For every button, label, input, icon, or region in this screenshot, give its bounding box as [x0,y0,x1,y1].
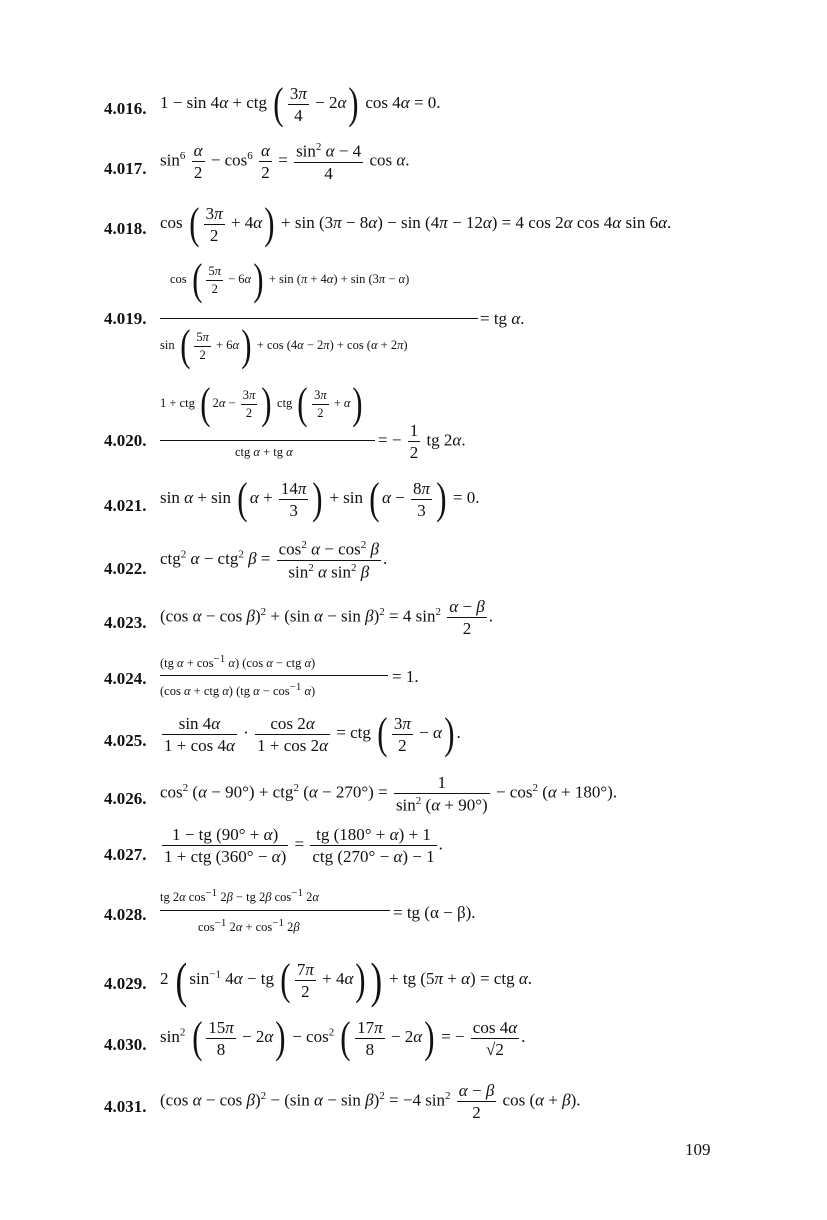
problem-number: 4.026. [104,789,147,808]
fraction-denominator: $\cos^{-1} 2\alpha + \cos^{-1} 2\beta$ [198,917,300,935]
fraction-denominator: sin ( $\frac{5\pi}{2}$ + 6α) + cos (4α − 2π) + cos (α + 2π) [160,321,408,370]
problem-equation: ctg$^2$ α − ctg$^2$ β = $\frac{\cos^2 \alpha - \cos^2 \beta}{\sin^2 \alpha \sin^2 \beta}$ . [160,539,388,582]
problem-equation: $\frac{\sin 4\alpha}{1 + \cos 4\alpha}$ · $\frac{\cos 2\alpha}{1 + \cos 2\alpha}$ = ctg ( $\frac{3\pi}{2}$ − α) . [164,709,461,758]
problem-equation: cos ( $\frac{3\pi}{2}$ + 4α) + sin (3π − 8α) − sin (4π − 12α) = 4 cos 2α cos 4α sin 6α. [160,199,672,248]
fraction-denominator: ctg α + tg α [235,445,293,459]
problem-number: 4.019. [104,309,147,328]
fraction-bar [160,910,390,911]
problem-equation: (cos α − cos β)$^2$ − (sin α − sin β)$^2$ = −4 $\sin^2$ $\frac{\alpha - \beta}{2}$ cos (α + β). [160,1081,581,1122]
problem-number: 4.021. [104,496,147,515]
fraction-numerator: cos ( $\frac{5\pi}{2}$ − 6α) + sin (π + 4α) + sin (3π − α) [170,255,410,304]
problem-equation: sin α + sin ( α + $\frac{14\pi}{3}$ ) + sin ( α − $\frac{8\pi}{3}$ ) = 0. [160,474,480,523]
problem-number: 4.023. [104,613,147,632]
page-number: 109 [685,1140,711,1159]
problem-number: 4.022. [104,559,147,578]
problem-number: 4.029. [104,974,147,993]
fraction-numerator: (tg $\alpha + \cos^{-1} \alpha$) (cos α − ctg α) [160,653,316,671]
problem-number: 4.028. [104,905,147,924]
fraction-bar [160,440,375,441]
fraction-rhs: = − $\frac{1}{2}$ tg 2α. [378,421,466,462]
problem-number: 4.030. [104,1035,147,1054]
problem-equation: $\sin^2$ ( $\frac{15\pi}{8}$ − $2\alpha) - \cos^2$ ( $\frac{17\pi}{8}$ − 2α) = − $\frac{\cos 4\alpha}{√2}$ . [160,1013,526,1062]
fraction-bar [160,318,478,319]
problem-equation: (cos α − cos β)$^2$ + (sin α − sin β)$^2$ = 4 $\sin^2$ $\frac{\alpha - \beta}{2}$ . [160,597,493,638]
problem-equation: $\cos^2 (\alpha - 90^\circ) + ctg^2$ (α − 270°) = $\frac{1}{\sin^2 (\alpha + 90^\circ)}$ − $\cos^2 (\alpha + 180^\circ)$. [160,773,618,815]
problem-number: 4.027. [104,845,147,864]
problem-number: 4.024. [104,669,147,688]
problem-number: 4.016. [104,99,147,118]
fraction-numerator: tg 2α $\cos^{-1} 2\beta$ − tg 2β $\cos^{-1} 2\alpha$ [160,887,319,905]
problem-equation: 2 ( $\sin^{-1} 4\alpha$ − tg ( $\frac{7\pi}{2}$ + 4α)) + tg (5π + α) = ctg α. [160,952,533,1008]
fraction-rhs: = 1. [392,667,419,686]
problem-number: 4.018. [104,219,147,238]
problem-number: 4.025. [104,731,147,750]
fraction-denominator: (cos α + ctg α) (tg $\alpha - \cos^{-1} \alpha$) [160,681,316,699]
problem-number: 4.031. [104,1097,147,1116]
problem-equation: $\sin^6$ $\frac{\alpha}{2}$ − $\cos^6$ $\frac{\alpha}{2}$ = $\frac{\sin^2 \alpha - 4}{4}$ cos α. [160,141,410,183]
problem-number: 4.017. [104,159,147,178]
fraction-rhs: = tg α. [480,309,525,328]
problem-number: 4.020. [104,431,147,450]
problem-equation: 1 − tg (90° + α) 1 + ctg (360° − α) = tg (180° + α) + 1 ctg (270° − α) − 1 . [164,825,443,866]
fraction-bar [160,675,388,676]
fraction-rhs: = tg (α − β). [393,903,476,922]
fraction-numerator: 1 + ctg ( 2α − $\frac{3\pi}{2}$ ) ctg ( $\frac{3\pi}{2}$ + α) [160,379,363,428]
problem-equation: 1 − sin 4α + ctg ( $\frac{3\pi}{4}$ − 2α) cos 4α = 0. [160,79,441,128]
